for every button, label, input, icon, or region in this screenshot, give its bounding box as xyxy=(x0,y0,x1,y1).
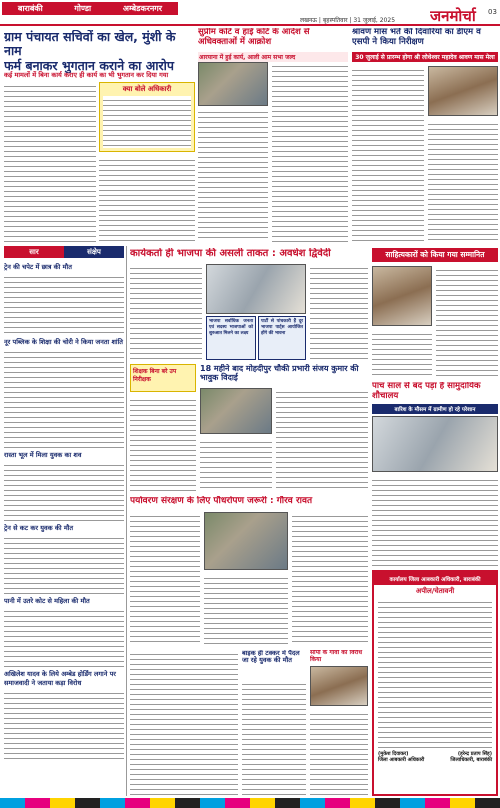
color-registration-bar xyxy=(0,798,500,808)
shravan-photo xyxy=(428,66,498,116)
excise-notice-body xyxy=(378,598,492,748)
advocates-subhead: आरयाना में हुई कार्य, आली आम सभा जल्द xyxy=(198,52,348,62)
bjp-quote-1: भाजपा सर्वाधिक जनता एवं सदस्य भाजपाओं को शुरुआत मिलने का लक्ष्य xyxy=(209,319,253,337)
bjp-quote-box xyxy=(206,316,256,360)
brief-item-3-body xyxy=(4,461,124,521)
lead-headline xyxy=(4,30,194,73)
village-protest-photo xyxy=(310,666,368,706)
advocates-body-col1 xyxy=(198,108,268,242)
bjp-body-col1 xyxy=(130,264,202,360)
brief-item-4-body xyxy=(4,534,124,594)
shravan-subhead: 30 जुलाई से प्रारम्भ होगा श्री लोधेश्वर महादेव श्रावण मास मेला xyxy=(352,52,498,62)
teacher-headline: शिक्षक बिना बरे उप निरीक्षक xyxy=(133,368,177,383)
brief-item-3-title: रास्ता भूल में मिला युवक का शव xyxy=(4,451,82,459)
lead-body-col2 xyxy=(99,156,195,242)
advocates-body-col2 xyxy=(272,62,348,242)
location-1: बाराबंकी xyxy=(17,4,43,13)
brief-item-1-title: ट्रेन की चपेट में छात्र की मौत xyxy=(4,263,72,271)
teacher-body xyxy=(130,396,196,492)
officials-box xyxy=(99,82,195,152)
environment-body-col3 xyxy=(292,512,368,646)
brief-item-2-body xyxy=(4,348,124,448)
officials-box-body xyxy=(103,96,191,148)
page-number: 03 xyxy=(488,8,497,16)
bjp-quote-2: पार्टी से पांचकारी हैं दूर भाजपा पार्ट्स आयोजित होंगे की भावना xyxy=(261,319,303,337)
bjp-photo xyxy=(206,264,306,314)
toilet-photo xyxy=(372,416,498,472)
teacher-box xyxy=(130,364,196,392)
shravan-body-col2 xyxy=(428,120,498,242)
environment-photo xyxy=(204,512,288,570)
brief-item-6-title: अखिलेश यादव के लिये अम्बेड होर्डिंग लगाने पर समाजवादी ने जताया कड़ा विरोध xyxy=(4,670,116,687)
signature-right xyxy=(450,751,492,763)
brief-item-6-body xyxy=(4,689,124,761)
signature-left-title: जिला आबकारी अधिकारी xyxy=(378,757,425,763)
village-protest-body xyxy=(310,710,368,796)
location-2: गोण्डा xyxy=(74,4,92,13)
brief-label: सार xyxy=(4,246,64,258)
bjp-headline: कार्यकर्ता ही भाजपा की असली ताकत : अवधेश द्विवेदी xyxy=(130,248,331,259)
brief-item-4-title: ट्रेन से कट कर युवक की मौत xyxy=(4,524,74,532)
excise-notice-subtitle: अपील/चेतावनी xyxy=(415,587,455,595)
advocates-headline: सुप्रीम कोर्ट व हाई कोर्ट के आदेश से अधिवक्ताओं में आक्रोश xyxy=(198,28,310,47)
accident-headline: बाइक ही टक्कर में पैदल जा रहे युवक की मौत xyxy=(242,650,300,665)
dateline: लखनऊ | बृहस्पतिवार | 31 जुलाई, 2025 xyxy=(300,17,396,24)
environment-body-col2 xyxy=(204,574,288,646)
excise-signatures xyxy=(374,748,496,766)
brief-item-1-body xyxy=(4,273,124,335)
toilet-body xyxy=(372,476,498,566)
lead-body-col1 xyxy=(4,82,96,242)
location-3: अम्बेडकरनगर xyxy=(122,4,163,13)
brief-item-5-title: पानी में उतरे कोट से महिला की मौत xyxy=(4,597,90,605)
officials-box-title: क्या बोले अधिकारी xyxy=(122,85,172,93)
brief-column xyxy=(4,260,124,796)
signature-left-name: (मुकेश दिवाकर) xyxy=(378,751,409,757)
farewell-body-col2 xyxy=(276,388,368,492)
location-bar xyxy=(2,2,178,15)
advocates-photo xyxy=(198,62,268,106)
poets-photo xyxy=(372,266,432,326)
shravan-headline: श्रावण मास भंते की दिवारियों का डीएम व एसपी ने किया निरीक्षण xyxy=(352,28,481,47)
newspaper-logo: जनमोर्चा xyxy=(430,7,476,25)
toilet-subhead: बारिश के मौसम में ग्रामीण हो रहे परेशान xyxy=(372,404,498,414)
brief-header xyxy=(4,246,124,258)
lead-headline-line1: ग्राम पंचायत सचिवों का खेल, मुंशी के नाम xyxy=(4,30,176,59)
toilet-headline: पांच साल से बंद पड़ा है सामुदायिक शौचालय xyxy=(372,382,481,401)
poets-body-col2 xyxy=(436,266,498,378)
bjp-body-col3 xyxy=(310,264,368,360)
brief-item-5-body xyxy=(4,607,124,667)
excise-notice-title: कार्यालय जिला आबकारी अधिकारी, बाराबंकी xyxy=(374,572,496,585)
poets-headline: साहित्यकारों को किया गया सम्मानित xyxy=(372,248,498,262)
signature-right-title: जिलाधिकारी, बाराबंकी xyxy=(450,757,492,763)
column-divider xyxy=(126,246,127,796)
environment-headline: पर्यावरण संरक्षण के लिए पौधरोपण जरूरी : गौरव रावत xyxy=(130,496,313,506)
misc-body-left xyxy=(130,650,238,796)
brief-label-2: संक्षेप xyxy=(64,246,124,258)
lead-headline-line2: फर्म बनाकर भुगतान कराने का आरोप xyxy=(4,57,174,73)
environment-body-col1 xyxy=(130,512,200,646)
farewell-photo xyxy=(200,388,272,434)
poets-body-col1 xyxy=(372,330,432,378)
brief-item-2-title: नूर पब्लिक के शिक्षा की चोरी ने किया जनता शांति xyxy=(4,338,123,346)
farewell-headline: 18 महीने बाद मोहदीपुर चौकी प्रभारी संजय कुमार की भावुक विदाई xyxy=(200,364,359,383)
signature-right-name: (हरेन्द्र प्रताप सिंह) xyxy=(457,751,492,757)
farewell-body-col1 xyxy=(200,438,272,492)
village-protest-headline: सौंपी के गांवों का विरोध किया xyxy=(310,650,363,663)
lead-subhead: कई मामलों में बिना कार्य कराए ही कार्य का भी भुगतान कर दिया गया xyxy=(4,71,169,79)
excise-notice xyxy=(372,570,498,796)
bjp-quote-box-2 xyxy=(258,316,306,360)
accident-body xyxy=(242,680,306,796)
signature-left xyxy=(378,751,424,763)
shravan-body-col1 xyxy=(352,66,424,242)
